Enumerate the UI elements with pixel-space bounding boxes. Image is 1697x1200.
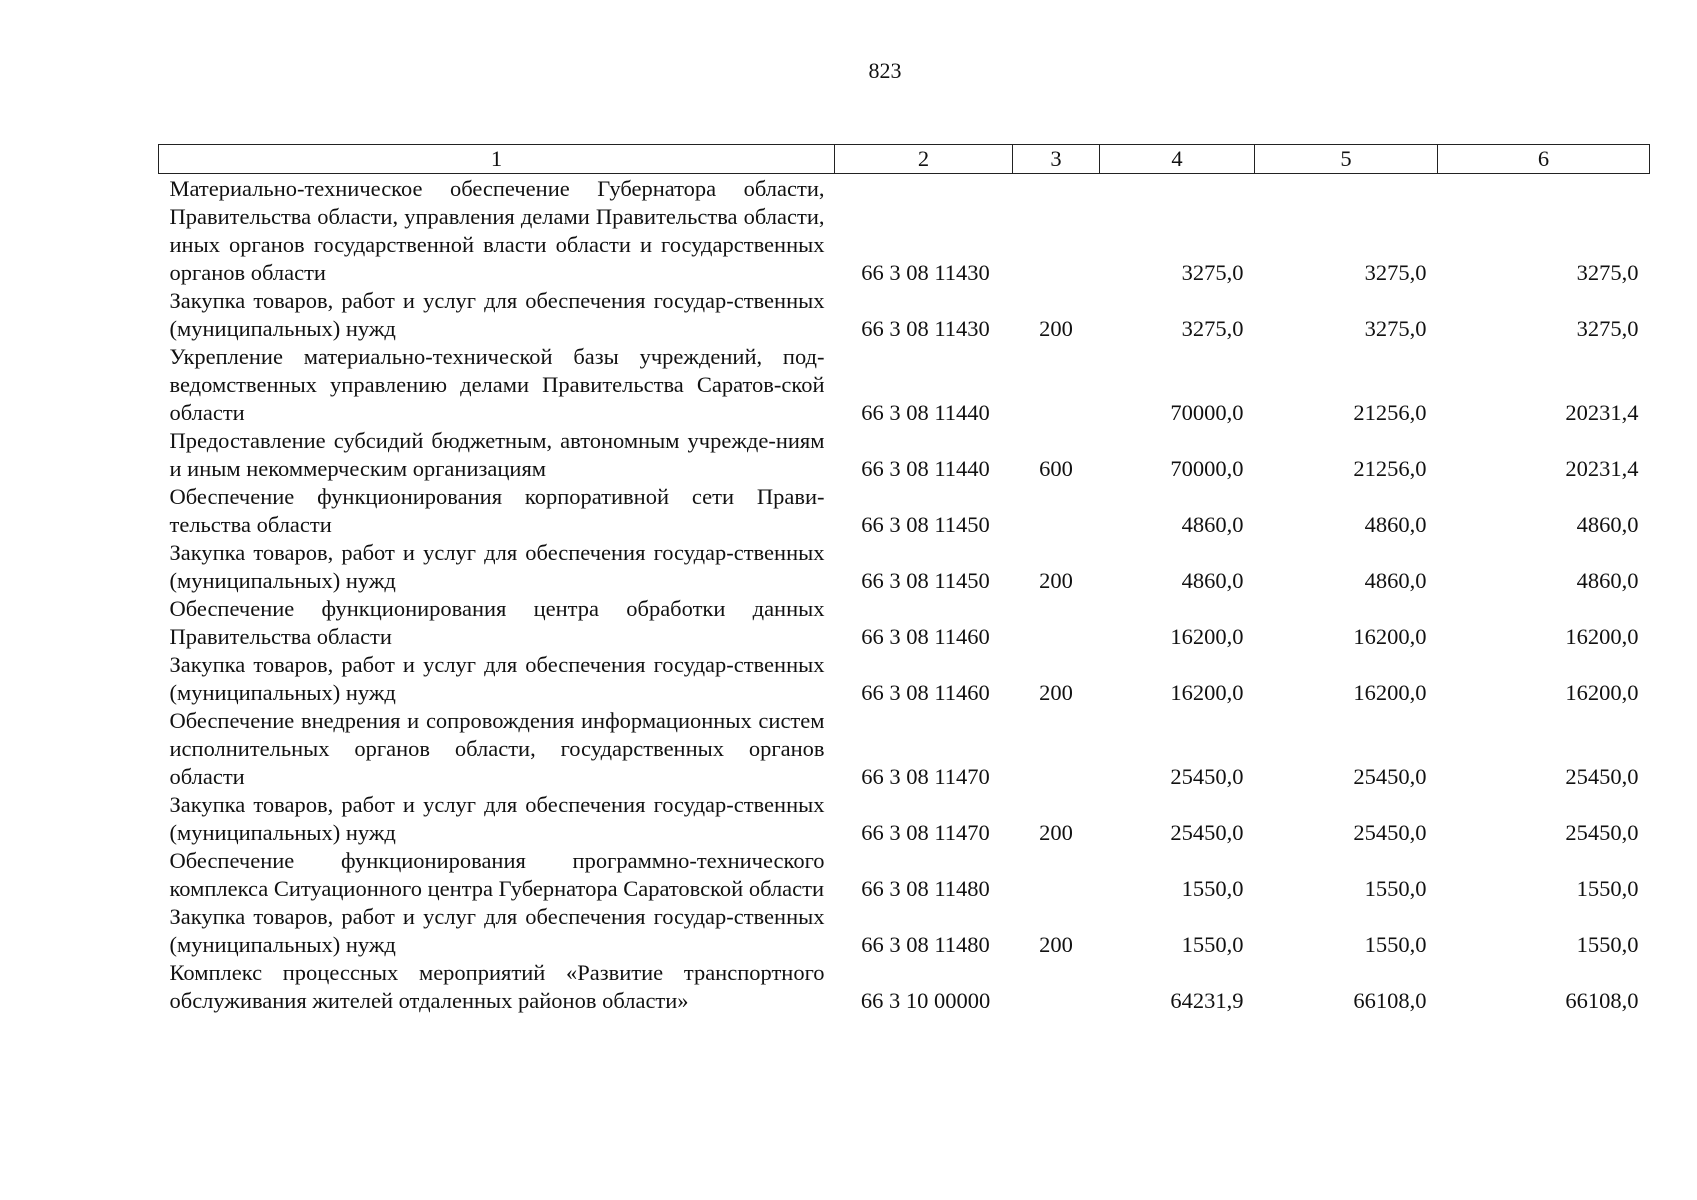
row-value-col4: 25450,0 xyxy=(1170,764,1244,789)
row-code: 66 3 08 11470 xyxy=(861,764,990,789)
row-type xyxy=(1013,707,1100,791)
row-code: 66 3 08 11480 xyxy=(861,876,990,901)
row-type xyxy=(1013,174,1100,288)
table-row xyxy=(159,174,1650,288)
row-value-col6: 66108,0 xyxy=(1565,988,1639,1013)
table-row xyxy=(159,959,1650,1015)
table-row xyxy=(159,343,1650,427)
row-code: 66 3 08 11430 xyxy=(861,260,990,285)
row-value-col4: 16200,0 xyxy=(1170,680,1244,705)
row-value-col4: 25450,0 xyxy=(1170,820,1244,845)
row-code: 66 3 08 11470 xyxy=(861,820,990,845)
row-value-col4: 64231,9 xyxy=(1170,988,1244,1013)
budget-table xyxy=(158,144,1650,1015)
row-name: Закупка товаров, работ и услуг для обеспечения государ-ственных (муниципальных) нужд xyxy=(169,652,825,705)
row-name: Материально-техническое обеспечение Губернатора области, Правительства области, управления делами Правительства области, иных органов государственной власти области и государственных органов области xyxy=(169,176,825,285)
row-type: 200 xyxy=(1039,820,1073,845)
row-value-col4: 70000,0 xyxy=(1170,456,1244,481)
row-name: Комплекс процессных мероприятий «Развитие транспортного обслуживания жителей отдаленных районов области» xyxy=(169,960,825,1013)
row-type xyxy=(1013,959,1100,1015)
column-header-2: 2 xyxy=(835,145,1013,174)
row-name: Предоставление субсидий бюджетным, автономным учрежде-ниям и иным некоммерческим организациям xyxy=(169,428,825,481)
row-value-col5: 16200,0 xyxy=(1353,624,1427,649)
row-name: Укрепление материально-технической базы учреждений, под-ведомственных управлению делами Правительства Саратов-ской области xyxy=(169,344,825,425)
row-value-col5: 25450,0 xyxy=(1353,820,1427,845)
row-value-col6: 20231,4 xyxy=(1565,400,1639,425)
row-name: Обеспечение функционирования центра обработки данных Правительства области xyxy=(169,596,825,649)
row-code: 66 3 08 11460 xyxy=(861,624,990,649)
row-value-col6: 16200,0 xyxy=(1565,680,1639,705)
row-type: 200 xyxy=(1039,932,1073,957)
row-name: Обеспечение функционирования программно-технического комплекса Ситуационного центра Губернатора Саратовской области xyxy=(169,848,825,901)
row-type xyxy=(1013,343,1100,427)
row-value-col5: 21256,0 xyxy=(1353,400,1427,425)
row-value-col6: 25450,0 xyxy=(1565,820,1639,845)
row-value-col5: 4860,0 xyxy=(1364,568,1427,593)
table-row xyxy=(159,539,1650,595)
row-value-col6: 16200,0 xyxy=(1565,624,1639,649)
row-name: Закупка товаров, работ и услуг для обеспечения государ-ственных (муниципальных) нужд xyxy=(169,540,825,593)
table-row xyxy=(159,791,1650,847)
column-header-3: 3 xyxy=(1013,145,1100,174)
row-code: 66 3 08 11460 xyxy=(861,680,990,705)
row-value-col5: 16200,0 xyxy=(1353,680,1427,705)
table-row xyxy=(159,595,1650,651)
table-header xyxy=(159,145,1650,174)
row-value-col5: 1550,0 xyxy=(1364,932,1427,957)
row-value-col6: 3275,0 xyxy=(1576,260,1639,285)
table-row xyxy=(159,651,1650,707)
table-row xyxy=(159,707,1650,791)
row-value-col5: 3275,0 xyxy=(1364,260,1427,285)
row-code: 66 3 08 11480 xyxy=(861,932,990,957)
row-value-col6: 1550,0 xyxy=(1576,876,1639,901)
row-name: Закупка товаров, работ и услуг для обеспечения государ-ственных (муниципальных) нужд xyxy=(169,904,825,957)
column-header-6: 6 xyxy=(1438,145,1650,174)
row-type: 200 xyxy=(1039,680,1073,705)
row-type xyxy=(1013,483,1100,539)
row-code: 66 3 10 00000 xyxy=(860,988,991,1013)
row-value-col6: 1550,0 xyxy=(1576,932,1639,957)
row-value-col4: 4860,0 xyxy=(1181,568,1244,593)
column-header-1: 1 xyxy=(159,145,835,174)
row-value-col6: 3275,0 xyxy=(1576,316,1639,341)
table-row xyxy=(159,483,1650,539)
row-name: Обеспечение функционирования корпоративной сети Прави-тельства области xyxy=(169,484,825,537)
row-type: 200 xyxy=(1039,316,1073,341)
row-name: Закупка товаров, работ и услуг для обеспечения государ-ственных (муниципальных) нужд xyxy=(169,792,825,845)
row-value-col6: 4860,0 xyxy=(1576,512,1639,537)
row-value-col5: 66108,0 xyxy=(1353,988,1427,1013)
row-value-col5: 25450,0 xyxy=(1353,764,1427,789)
row-value-col4: 4860,0 xyxy=(1181,512,1244,537)
row-type: 200 xyxy=(1039,568,1073,593)
row-code: 66 3 08 11450 xyxy=(861,512,990,537)
table-row xyxy=(159,847,1650,903)
row-value-col6: 20231,4 xyxy=(1565,456,1639,481)
header-row xyxy=(159,145,1650,174)
row-code: 66 3 08 11440 xyxy=(861,400,990,425)
table-row xyxy=(159,427,1650,483)
row-value-col5: 1550,0 xyxy=(1364,876,1427,901)
row-type xyxy=(1013,595,1100,651)
row-value-col5: 3275,0 xyxy=(1364,316,1427,341)
row-value-col4: 1550,0 xyxy=(1181,876,1244,901)
row-value-col6: 4860,0 xyxy=(1576,568,1639,593)
row-value-col5: 4860,0 xyxy=(1364,512,1427,537)
row-type: 600 xyxy=(1039,456,1073,481)
row-type xyxy=(1013,847,1100,903)
row-code: 66 3 08 11440 xyxy=(861,456,990,481)
row-value-col4: 3275,0 xyxy=(1181,316,1244,341)
row-value-col4: 1550,0 xyxy=(1181,932,1244,957)
table-row xyxy=(159,287,1650,343)
column-header-5: 5 xyxy=(1255,145,1438,174)
column-header-4: 4 xyxy=(1100,145,1255,174)
row-value-col4: 3275,0 xyxy=(1181,260,1244,285)
row-name: Обеспечение внедрения и сопровождения информационных систем исполнительных органов области, государственных органов области xyxy=(169,708,825,789)
row-code: 66 3 08 11430 xyxy=(861,316,990,341)
row-name: Закупка товаров, работ и услуг для обеспечения государ-ственных (муниципальных) нужд xyxy=(169,288,825,341)
row-value-col6: 25450,0 xyxy=(1565,764,1639,789)
page-number: 823 xyxy=(868,58,902,83)
row-code: 66 3 08 11450 xyxy=(861,568,990,593)
row-value-col4: 16200,0 xyxy=(1170,624,1244,649)
table-row xyxy=(159,903,1650,959)
table-body xyxy=(159,174,1650,1016)
row-value-col5: 21256,0 xyxy=(1353,456,1427,481)
row-value-col4: 70000,0 xyxy=(1170,400,1244,425)
